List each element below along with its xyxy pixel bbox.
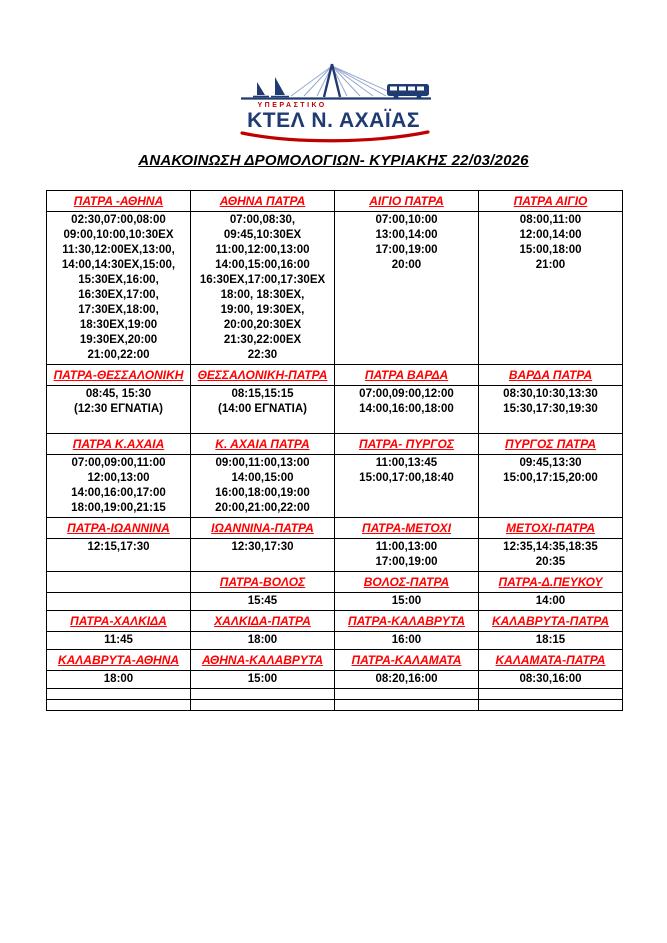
route-label: ΑΘΗΝΑ-ΚΑΛΑΒΡΥΤΑ [201, 653, 324, 667]
empty-cell [191, 700, 335, 711]
empty-cell [479, 700, 623, 711]
route-header-row [47, 518, 623, 539]
times-cell [191, 632, 335, 650]
time-line: 20:00,21:00,22:00 [215, 502, 310, 514]
route-header-row [47, 191, 623, 212]
route-label: ΑΘΗΝΑ ΠΑΤΡΑ [219, 194, 306, 208]
sailboat-icon [253, 77, 289, 97]
times-cell [479, 593, 623, 611]
route-label: ΠΑΤΡΑ Κ.ΑΧΑΙΑ [72, 437, 165, 451]
route-label: ΠΑΤΡΑ-ΜΕΤΟΧΙ [361, 521, 452, 535]
time-line: (12:30 ΕΓΝΑΤΙΑ) [73, 403, 164, 415]
time-line: 07:00,10:00 [375, 214, 438, 226]
ktel-achaia-logo [224, 62, 444, 143]
time-line: 18:00,19:00,21:15 [71, 502, 166, 514]
route-header-row [47, 611, 623, 632]
time-line: 11:00,12:00,13:00 [215, 244, 310, 256]
times-row [47, 671, 623, 689]
times-cell [191, 539, 335, 572]
time-line: 14:00,16:00,17:00 [71, 487, 166, 499]
time-line: 15:45 [247, 595, 278, 607]
route-label: ΠΑΤΡΑ-ΙΩΑΝΝΙΝΑ [67, 521, 170, 535]
time-line: 17:00,19:00 [375, 556, 438, 568]
time-line: 17:30EX,18:00, [78, 304, 159, 316]
time-line: 18:30EX,19:00 [79, 319, 158, 331]
time-line: 12:35,14:35,18:35 [503, 541, 598, 553]
times-cell [479, 539, 623, 572]
time-line: 16:00,18:00,19:00 [215, 487, 310, 499]
time-line: 08:30,10:30,13:30 [503, 388, 598, 400]
route-label: ΚΑΛΑΒΡΥΤΑ-ΠΑΤΡΑ [491, 614, 610, 628]
route-label: ΑΙΓΙΟ ΠΑΤΡΑ [369, 194, 444, 208]
times-cell [191, 386, 335, 434]
time-line: 16:00 [391, 634, 422, 646]
empty-cell [335, 689, 479, 700]
empty-cell [335, 700, 479, 711]
time-line: 11:45 [104, 634, 133, 646]
time-line: 09:00,11:00,13:00 [215, 457, 310, 469]
times-row [47, 455, 623, 518]
route-label: ΠΑΤΡΑ-ΘΕΣΣΑΛΟΝΙΚΗ [53, 368, 184, 382]
times-cell [47, 455, 191, 518]
route-label: ΚΑΛΑΜΑΤΑ-ΠΑΤΡΑ [495, 653, 606, 667]
route-header-cell [479, 572, 623, 593]
time-line: 11:00,13:45 [375, 457, 438, 469]
time-line: 13:00,14:00 [375, 229, 438, 241]
times-cell [335, 593, 479, 611]
route-header-cell [191, 518, 335, 539]
time-line: 08:20,16:00 [375, 673, 438, 685]
time-line: 11:30,12:00EX,13:00, [62, 244, 175, 256]
time-line: 07:00,09:00,11:00 [71, 457, 166, 469]
time-line: 15:00,17:15,20:00 [503, 472, 598, 484]
times-cell [479, 632, 623, 650]
route-label: ΙΩΑΝΝΙΝΑ-ΠΑΤΡΑ [211, 521, 314, 535]
time-line: 14:00,15:00,16:00 [215, 259, 310, 271]
time-line: 02:30,07:00,08:00 [71, 214, 166, 226]
route-header-cell [335, 518, 479, 539]
route-header-cell [479, 191, 623, 212]
times-cell [335, 455, 479, 518]
route-header-cell [47, 650, 191, 671]
times-cell [191, 455, 335, 518]
empty-cell [479, 689, 623, 700]
times-cell [335, 671, 479, 689]
times-cell [479, 386, 623, 434]
time-line: 15:00,17:00,18:40 [359, 472, 454, 484]
times-cell [47, 671, 191, 689]
time-line: 15:00 [247, 673, 278, 685]
time-line: 19:30EX,20:00 [79, 334, 158, 346]
time-line: 12:00,13:00 [87, 472, 150, 484]
time-line: (14:00 ΕΓΝΑΤΙΑ) [217, 403, 308, 415]
time-line: 19:00, 19:30EX, [220, 304, 305, 316]
route-label: ΒΑΡΔΑ ΠΑΤΡΑ [508, 368, 593, 382]
route-label: ΠΑΤΡΑ -ΑΘΗΝΑ [73, 194, 164, 208]
times-cell [335, 632, 479, 650]
schedule-table-wrap [46, 190, 623, 711]
time-line: 07:00,09:00,12:00 [359, 388, 454, 400]
time-line: 16:30EX,17:00,17:30EX [199, 274, 326, 286]
route-label: ΠΑΤΡΑ-ΧΑΛΚΙΔΑ [70, 614, 167, 628]
time-line: 21:00 [535, 259, 566, 271]
route-label: ΠΥΡΓΟΣ ΠΑΤΡΑ [505, 437, 596, 451]
times-cell [47, 593, 191, 611]
empty-cell [191, 689, 335, 700]
route-header-cell [335, 434, 479, 455]
route-header-cell [191, 572, 335, 593]
times-cell [191, 671, 335, 689]
logo-top-label: ΥΠΕΡΑΣΤΙΚΟ [257, 102, 327, 109]
times-row [47, 212, 623, 365]
route-header-cell [47, 365, 191, 386]
times-cell [191, 593, 335, 611]
route-header-cell [47, 572, 191, 593]
time-line: 14:00,16:00,18:00 [359, 403, 454, 415]
route-header-cell [191, 611, 335, 632]
time-line: 14:00,14:30EX,15:00, [61, 259, 176, 271]
route-header-cell [479, 650, 623, 671]
schedule-table-body [47, 191, 623, 711]
times-row [47, 539, 623, 572]
route-header-row [47, 650, 623, 671]
times-row [47, 632, 623, 650]
route-header-cell [479, 365, 623, 386]
route-header-cell [335, 365, 479, 386]
route-label: ΠΑΤΡΑ-Δ.ΠΕΥΚΟΥ [498, 575, 603, 589]
route-label: ΘΕΣΣΑΛΟΝΙΚΗ-ΠΑΤΡΑ [197, 368, 328, 382]
time-line [49, 417, 188, 432]
route-label: ΠΑΤΡΑ-ΒΟΛΟΣ [219, 575, 306, 589]
time-line: 18:00 [247, 634, 278, 646]
time-line: 21:30,22:00EX [223, 334, 302, 346]
time-line: 08:15,15:15 [231, 388, 294, 400]
route-header-cell [191, 650, 335, 671]
time-line: 20:00 [391, 259, 422, 271]
time-line: 21:00,22:00 [87, 349, 150, 361]
route-header-row [47, 365, 623, 386]
logo-main-label: ΚΤΕΛ Ν. ΑΧΑΪΑΣ [247, 109, 420, 132]
time-line: 08:45, 15:30 [85, 388, 152, 400]
time-line: 22:30 [247, 349, 278, 361]
time-line: 18:00 [103, 673, 134, 685]
route-header-cell [335, 611, 479, 632]
route-header-cell [47, 518, 191, 539]
time-line: 12:00,14:00 [519, 229, 582, 241]
time-line: 18:00, 18:30EX, [220, 289, 305, 301]
bus-icon [387, 84, 429, 99]
time-line: 16:30EX,17:00, [78, 289, 159, 301]
times-cell [335, 386, 479, 434]
times-cell [335, 212, 479, 365]
times-cell [335, 539, 479, 572]
time-line: 09:45,10:30EX [223, 229, 302, 241]
times-cell [191, 212, 335, 365]
times-cell [479, 455, 623, 518]
empty-cell [47, 700, 191, 711]
empty-row [47, 689, 623, 700]
time-line: 15:00 [391, 595, 422, 607]
route-label: ΠΑΤΡΑ-ΚΑΛΑΒΡΥΤΑ [347, 614, 466, 628]
route-header-row [47, 572, 623, 593]
route-header-cell [335, 572, 479, 593]
route-label: ΠΑΤΡΑ-ΚΑΛΑΜΑΤΑ [351, 653, 462, 667]
route-label: ΠΑΤΡΑ ΑΙΓΙΟ [513, 194, 588, 208]
time-line: 15:30EX,16:00, [78, 274, 159, 286]
schedule-table [46, 190, 623, 711]
times-cell [479, 671, 623, 689]
times-cell [47, 632, 191, 650]
times-cell [479, 212, 623, 365]
times-row [47, 386, 623, 434]
route-label: ΠΑΤΡΑ- ΠΥΡΓΟΣ [359, 437, 454, 451]
time-line: 20:35 [535, 556, 566, 568]
time-line: 08:30,16:00 [519, 673, 582, 685]
route-header-cell [191, 365, 335, 386]
route-label: ΒΟΛΟΣ-ΠΑΤΡΑ [363, 575, 450, 589]
time-line: 14:00 [535, 595, 566, 607]
time-line: 18:15 [535, 634, 566, 646]
empty-row [47, 700, 623, 711]
time-line: 15:30,17:30,19:30 [503, 403, 598, 415]
route-label: ΧΑΛΚΙΔΑ-ΠΑΤΡΑ [214, 614, 311, 628]
empty-cell [47, 689, 191, 700]
time-line: 17:00,19:00 [375, 244, 438, 256]
route-header-cell [47, 611, 191, 632]
time-line: 15:00,18:00 [519, 244, 582, 256]
route-label: Κ. ΑΧΑΙΑ ΠΑΤΡΑ [215, 437, 310, 451]
route-header-row [47, 434, 623, 455]
route-header-cell [335, 650, 479, 671]
time-line: 20:00,20:30EX [223, 319, 302, 331]
time-line: 14:00,15:00 [231, 472, 294, 484]
route-header-cell [47, 434, 191, 455]
page-title: ΑΝΑΚΟΙΝΩΣΗ ΔΡΟΜΟΛΟΓΙΩΝ- ΚΥΡΙΑΚΗΣ 22/03/2026 [138, 152, 529, 169]
route-header-cell [335, 191, 479, 212]
time-line: 08:00,11:00 [519, 214, 582, 226]
time-line: 12:15,17:30 [87, 541, 150, 553]
route-header-cell [479, 434, 623, 455]
time-line: 09:00,10:00,10:30EX [63, 229, 174, 241]
route-header-cell [191, 434, 335, 455]
time-line: 12:30,17:30 [231, 541, 294, 553]
bridge-logo-graphic [229, 62, 439, 102]
route-label: ΜΕΤΟΧΙ-ΠΑΤΡΑ [505, 521, 596, 535]
bridge-cables-icon [291, 66, 399, 96]
time-line: 09:45,13:30 [519, 457, 582, 469]
times-cell [47, 212, 191, 365]
times-cell [47, 539, 191, 572]
route-header-cell [191, 191, 335, 212]
times-row [47, 593, 623, 611]
route-header-cell [47, 191, 191, 212]
time-line: 07:00,08:30, [229, 214, 296, 226]
time-line: 11:00,13:00 [375, 541, 438, 553]
times-cell [47, 386, 191, 434]
route-header-cell [479, 518, 623, 539]
route-label: ΠΑΤΡΑ ΒΑΡΔΑ [364, 368, 449, 382]
route-header-cell [479, 611, 623, 632]
route-label: ΚΑΛΑΒΡΥΤΑ-ΑΘΗΝΑ [57, 653, 180, 667]
